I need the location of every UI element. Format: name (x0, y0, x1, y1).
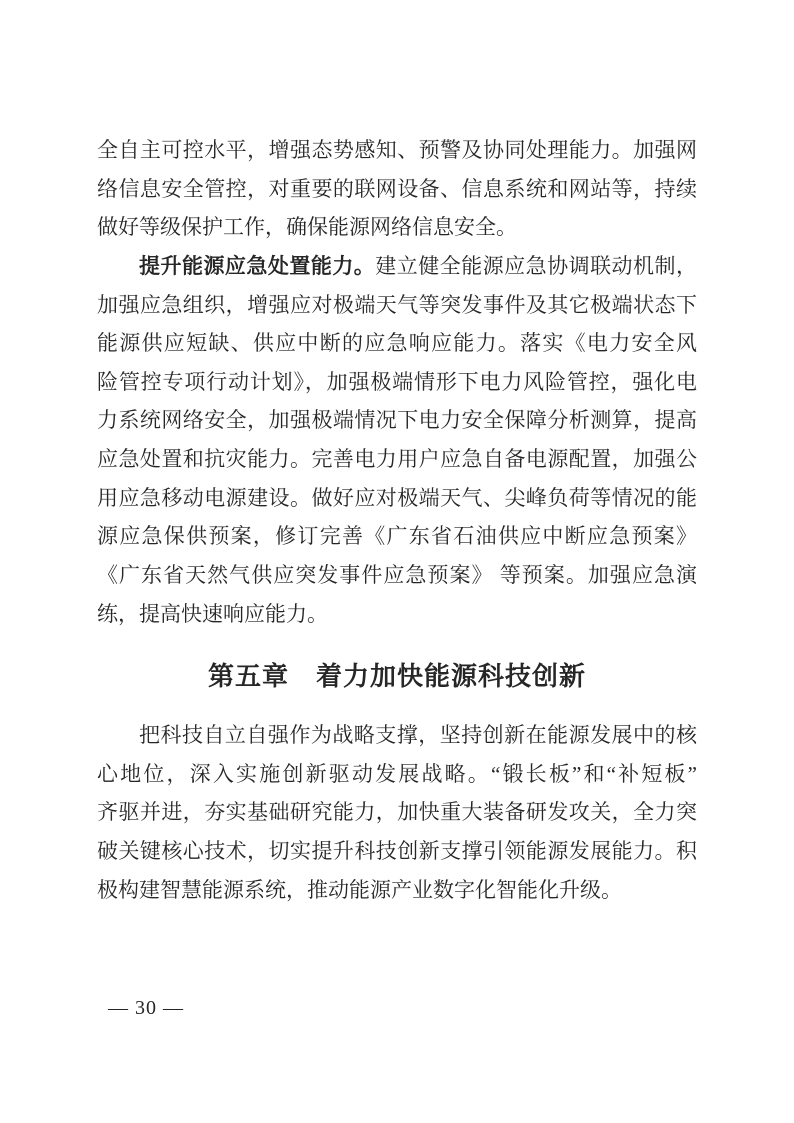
body-line: 应急处置和抗灾能力。完善电力用户应急自备电源配置，加强公 (97, 447, 697, 471)
body-line: 做好等级保护工作，确保能源网络信息安全。 (97, 215, 517, 240)
body-line: 源应急保供预案，修订完善《广东省石油供应中断应急预案》 (97, 524, 697, 549)
body-line: 险管控专项行动计划》，加强极端情形下电力风险管控，强化电 (97, 369, 697, 394)
content-area (97, 131, 697, 909)
page-number: — 30 — (108, 997, 184, 1019)
body-line: 把科技自立自强作为战略支撑，坚持创新在能源发展中的核 (139, 723, 697, 748)
body-line: 《广东省天然气供应突发事件应急预案》 等预案。加强应急演 (97, 562, 697, 587)
body-line: 齐驱并进，夯实基础研究能力，加快重大装备研发攻关，全力突 (97, 800, 697, 825)
body-line: 极构建智慧能源系统，推动能源产业数字化智能化升级。 (97, 877, 622, 902)
chapter-heading: 第五章 着力加快能源科技创新 (207, 662, 586, 692)
bold-lead-text: 提升能源应急处置能力。 (139, 253, 376, 278)
body-line-paragraph-lead (97, 247, 697, 286)
body-line: 能源供应短缺、供应中断的应急响应能力。落实《电力安全风 (97, 331, 697, 356)
body-line: 络信息安全管控，对重要的联网设备、信息系统和网站等，持续 (97, 176, 697, 201)
body-line: 破关键核心技术，切实提升科技创新支撑引领能源发展能力。积 (97, 839, 697, 863)
lead-rest-text: 建立健全能源应急协调联动机制， (375, 253, 697, 278)
body-line: 用应急移动电源建设。做好应对极端天气、尖峰负荷等情况的能 (97, 485, 697, 510)
body-line: 力系统网络安全，加强极端情况下电力安全保障分析测算，提高 (97, 408, 697, 433)
body-line: 心地位，深入实施创新驱动发展战略。“锻长板”和“补短板” (97, 761, 697, 786)
body-line: 练，提高快速响应能力。 (97, 601, 328, 626)
body-line: 加强应急组织，增强应对极端天气等突发事件及其它极端状态下 (97, 292, 697, 317)
body-line: 全自主可控水平，增强态势感知、预警及协同处理能力。加强网 (97, 138, 697, 162)
